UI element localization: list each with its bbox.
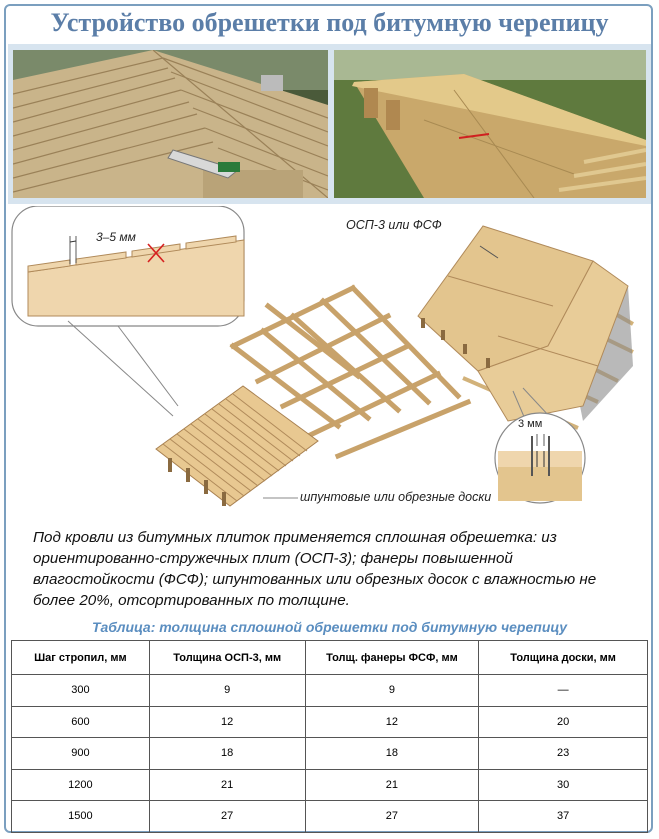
table-row: [12, 769, 648, 801]
thickness-table: [11, 640, 648, 833]
cell-osb: 21: [149, 769, 305, 801]
cell-plywood: 9: [305, 675, 479, 707]
photo-osb-sheathing: [334, 50, 646, 198]
cell-board: 23: [479, 738, 648, 770]
header-plywood-thickness: Толщ. фанеры ФСФ, мм: [305, 641, 479, 675]
cell-rafter-step: 900: [12, 738, 150, 770]
boards-label: шпунтовые или обрезные доски: [300, 490, 492, 504]
table-row: [12, 706, 648, 738]
table-title: Таблица: толщина сплошной обрешетки под битумную черепицу: [91, 619, 568, 635]
cell-rafter-step: 300: [12, 675, 150, 707]
cell-osb: 27: [149, 801, 305, 833]
sheathing-diagram: [8, 206, 651, 526]
cell-board: 20: [479, 706, 648, 738]
joint-label: 3 мм: [518, 418, 543, 430]
photo-board-decking: [13, 50, 328, 198]
cell-board: 37: [479, 801, 648, 833]
header-osb-thickness: Толщина ОСП-3, мм: [149, 641, 305, 675]
panel-label: ОСП-3 или ФСФ: [346, 218, 442, 232]
page-title: Устройство обрешетки под битумную черепицу: [50, 8, 609, 37]
header-board-thickness: Толщина доски, мм: [479, 641, 648, 675]
cell-board: —: [479, 675, 648, 707]
cell-plywood: 21: [305, 769, 479, 801]
cell-plywood: 27: [305, 801, 479, 833]
cell-osb: 12: [149, 706, 305, 738]
cell-osb: 9: [149, 675, 305, 707]
photo-strip: [8, 44, 651, 204]
description-text: Под кровли из битумных плиток применяется сплошная обрешетка: из ориентированно-стружечных плит (ОСП-3); фанеры повышенной влагостойкости (ФСФ); шпунтованных или обрезных досок с влажностью не более 20%, отсортированных по толщине.: [33, 529, 597, 609]
cell-board: 30: [479, 769, 648, 801]
header-rafter-step: Шаг стропил, мм: [12, 641, 150, 675]
cell-plywood: 18: [305, 738, 479, 770]
gap-label: 3–5 мм: [96, 230, 136, 244]
cell-rafter-step: 1200: [12, 769, 150, 801]
cell-osb: 18: [149, 738, 305, 770]
table-row: [12, 738, 648, 770]
cell-plywood: 12: [305, 706, 479, 738]
table-row: [12, 801, 648, 833]
table-row: [12, 675, 648, 707]
cell-rafter-step: 600: [12, 706, 150, 738]
cell-rafter-step: 1500: [12, 801, 150, 833]
table-header-row: [12, 641, 648, 675]
